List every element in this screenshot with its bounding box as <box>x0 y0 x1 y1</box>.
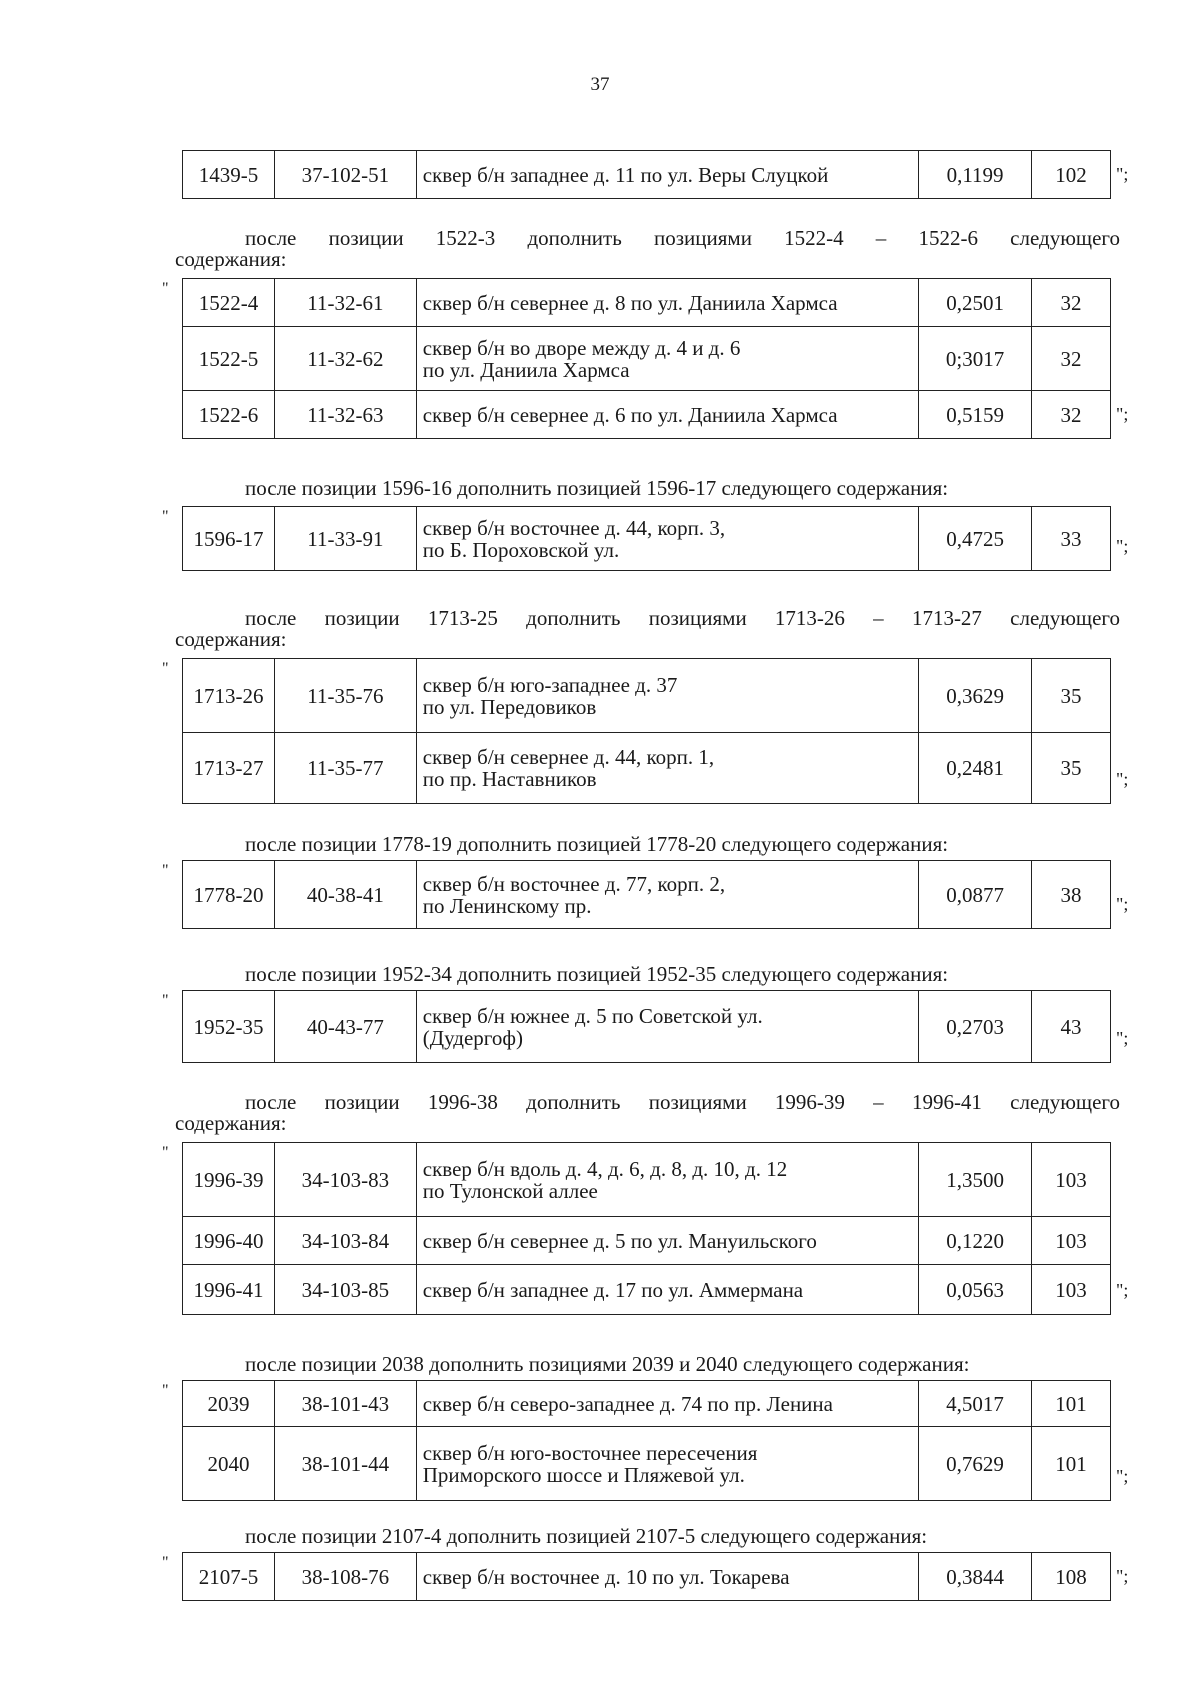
area-hectares: 0,3844 <box>919 1553 1032 1601</box>
amendment-text: после позиции 2107-4 дополнить позицией 2107-5 следующего содержания: <box>245 1524 928 1548</box>
object-code: 11-35-76 <box>274 659 416 733</box>
description-line: по Б. Пороховской ул. <box>422 537 620 562</box>
opening-quote: " <box>162 660 169 677</box>
object-description <box>416 391 918 439</box>
amendment-paragraph <box>175 608 1120 650</box>
district-number: 103 <box>1032 1217 1111 1265</box>
table-row <box>183 733 1111 804</box>
object-description <box>416 1427 918 1501</box>
table-row <box>183 327 1111 391</box>
table-row <box>183 659 1111 733</box>
district-number: 33 <box>1032 507 1111 571</box>
district-number: 101 <box>1032 1381 1111 1427</box>
position-number: 1522-6 <box>183 391 275 439</box>
object-code: 40-43-77 <box>274 991 416 1063</box>
amendment-text: после позиции 1952-34 дополнить позицией 1952-35 следующего содержания: <box>245 962 949 986</box>
table-row <box>183 1143 1111 1217</box>
position-number: 1952-35 <box>183 991 275 1063</box>
description-line: сквер б/н севернее д. 44, корп. 1, <box>422 745 715 769</box>
district-number: 35 <box>1032 659 1111 733</box>
position-number: 1522-4 <box>183 279 275 327</box>
closing-quote: "; <box>1116 164 1129 184</box>
district-number: 32 <box>1032 391 1111 439</box>
district-number: 38 <box>1032 861 1111 929</box>
object-description <box>416 507 918 571</box>
description-line: сквер б/н юго-восточнее пересечения <box>422 1440 758 1465</box>
object-code: 11-32-62 <box>274 327 416 391</box>
positions-table <box>182 506 1111 571</box>
position-number: 1713-27 <box>183 733 275 804</box>
positions-table <box>182 990 1111 1063</box>
description-line: сквер б/н вдоль д. 4, д. 6, д. 8, д. 10, д. 12 <box>422 1156 788 1181</box>
area-hectares: 0,3629 <box>919 659 1032 733</box>
object-description <box>416 1265 918 1315</box>
position-number: 1439-5 <box>183 151 275 199</box>
table-row <box>183 391 1111 439</box>
position-number: 2107-5 <box>183 1553 275 1601</box>
amendment-paragraph <box>175 1092 1120 1134</box>
positions-table <box>182 1142 1111 1315</box>
closing-quote: "; <box>1116 1566 1129 1586</box>
table-row <box>183 279 1111 327</box>
object-description <box>416 1553 918 1601</box>
object-code: 40-38-41 <box>274 861 416 929</box>
area-hectares: 0,1199 <box>919 151 1032 199</box>
area-hectares: 0,2703 <box>919 991 1032 1063</box>
area-hectares: 0,0877 <box>919 861 1032 929</box>
position-number: 1596-17 <box>183 507 275 571</box>
area-hectares: 0,2481 <box>919 733 1032 804</box>
table-row <box>183 507 1111 571</box>
description-line: сквер б/н восточнее д. 44, корп. 3, <box>422 515 726 540</box>
amendment-text: после позиции 1522-3 дополнить позициями 1522-4 – 1522-6 следующего <box>245 226 1120 250</box>
object-code: 38-101-44 <box>274 1427 416 1501</box>
positions-table <box>182 1552 1111 1601</box>
area-hectares: 0,2501 <box>919 279 1032 327</box>
object-description <box>416 279 918 327</box>
district-number: 101 <box>1032 1427 1111 1501</box>
closing-quote: "; <box>1116 404 1129 424</box>
district-number: 103 <box>1032 1265 1111 1315</box>
position-number: 1996-39 <box>183 1143 275 1217</box>
positions-table <box>182 1380 1111 1501</box>
object-description <box>416 1143 918 1217</box>
amendment-paragraph <box>175 1354 1120 1375</box>
positions-table <box>182 150 1111 199</box>
positions-table <box>182 658 1111 804</box>
area-hectares: 0,5159 <box>919 391 1032 439</box>
opening-quote: " <box>162 1382 169 1399</box>
area-hectares: 0;3017 <box>919 327 1032 391</box>
amendment-text: после позиции 1778-19 дополнить позицией 1778-20 следующего содержания: <box>245 832 949 856</box>
amendment-paragraph <box>175 964 1120 985</box>
closing-quote: "; <box>1116 1466 1129 1486</box>
object-code: 11-33-91 <box>274 507 416 571</box>
description-line: Приморского шоссе и Пляжевой ул. <box>422 1462 745 1487</box>
object-description <box>416 659 918 733</box>
object-description <box>416 733 918 804</box>
table-row <box>183 1217 1111 1265</box>
area-hectares: 0,4725 <box>919 507 1032 571</box>
district-number: 103 <box>1032 1143 1111 1217</box>
description-line: сквер б/н севернее д. 5 по ул. Мануильского <box>422 1228 817 1253</box>
position-number: 1778-20 <box>183 861 275 929</box>
object-code: 38-101-43 <box>274 1381 416 1427</box>
description-line: сквер б/н восточнее д. 77, корп. 2, <box>422 871 726 896</box>
district-number: 32 <box>1032 279 1111 327</box>
object-code: 34-103-84 <box>274 1217 416 1265</box>
closing-quote: "; <box>1116 536 1129 556</box>
amendment-paragraph <box>175 834 1120 855</box>
description-line: сквер б/н западнее д. 17 по ул. Аммермана <box>422 1277 804 1302</box>
position-number: 2040 <box>183 1427 275 1501</box>
object-description <box>416 991 918 1063</box>
table-row <box>183 1381 1111 1427</box>
opening-quote: " <box>162 1554 169 1571</box>
table-row <box>183 1265 1111 1315</box>
amendment-paragraph <box>175 1526 1120 1547</box>
description-line: по Ленинскому пр. <box>422 893 592 918</box>
object-code: 11-32-63 <box>274 391 416 439</box>
description-line: сквер б/н северо-западнее д. 74 по пр. Ленина <box>422 1391 833 1416</box>
district-number: 35 <box>1032 733 1111 804</box>
object-description <box>416 327 918 391</box>
district-number: 43 <box>1032 991 1111 1063</box>
position-number: 2039 <box>183 1381 275 1427</box>
description-line: сквер б/н юго-западнее д. 37 <box>422 672 678 697</box>
closing-quote: "; <box>1116 769 1129 789</box>
page-number: 37 <box>590 74 610 95</box>
description-line: сквер б/н во дворе между д. 4 и д. 6 <box>422 335 741 360</box>
area-hectares: 4,5017 <box>919 1381 1032 1427</box>
table-row <box>183 151 1111 199</box>
closing-quote: "; <box>1116 1280 1129 1300</box>
amendment-text: после позиции 1996-38 дополнить позициями 1996-39 – 1996-41 следующего <box>245 1090 1120 1114</box>
description-line: сквер б/н восточнее д. 10 по ул. Токарева <box>422 1564 790 1589</box>
object-code: 11-35-77 <box>274 733 416 804</box>
closing-quote: "; <box>1116 1028 1129 1048</box>
amendment-paragraph <box>175 228 1120 270</box>
object-code: 34-103-83 <box>274 1143 416 1217</box>
district-number: 32 <box>1032 327 1111 391</box>
object-description <box>416 151 918 199</box>
amendment-text: после позиции 1713-25 дополнить позициями 1713-26 – 1713-27 следующего <box>245 606 1120 630</box>
description-line: сквер б/н севернее д. 8 по ул. Даниила Хармса <box>422 290 838 315</box>
description-line: по пр. Наставников <box>422 767 597 791</box>
opening-quote: " <box>162 280 169 297</box>
object-description <box>416 861 918 929</box>
object-code: 38-108-76 <box>274 1553 416 1601</box>
district-number: 102 <box>1032 151 1111 199</box>
closing-quote: "; <box>1116 894 1129 914</box>
object-code: 37-102-51 <box>274 151 416 199</box>
description-line: (Дудергоф) <box>422 1025 523 1050</box>
table-row <box>183 1553 1111 1601</box>
area-hectares: 0,1220 <box>919 1217 1032 1265</box>
object-code: 34-103-85 <box>274 1265 416 1315</box>
description-line: сквер б/н западнее д. 11 по ул. Веры Слуцкой <box>422 162 829 187</box>
object-description <box>416 1381 918 1427</box>
table-row <box>183 991 1111 1063</box>
amendment-text-continued: содержания: <box>175 627 287 651</box>
description-line: сквер б/н южнее д. 5 по Советской ул. <box>422 1003 763 1028</box>
position-number: 1996-41 <box>183 1265 275 1315</box>
position-number: 1996-40 <box>183 1217 275 1265</box>
table-row <box>183 861 1111 929</box>
area-hectares: 1,3500 <box>919 1143 1032 1217</box>
object-description <box>416 1217 918 1265</box>
positions-table <box>182 860 1111 929</box>
amendment-text: после позиции 1596-16 дополнить позицией 1596-17 следующего содержания: <box>245 476 949 500</box>
description-line: сквер б/н севернее д. 6 по ул. Даниила Хармса <box>422 402 838 427</box>
amendment-text-continued: содержания: <box>175 1111 287 1135</box>
description-line: по ул. Даниила Хармса <box>422 357 630 382</box>
area-hectares: 0,0563 <box>919 1265 1032 1315</box>
district-number: 108 <box>1032 1553 1111 1601</box>
area-hectares: 0,7629 <box>919 1427 1032 1501</box>
position-number: 1522-5 <box>183 327 275 391</box>
position-number: 1713-26 <box>183 659 275 733</box>
opening-quote: " <box>162 862 169 879</box>
description-line: по ул. Передовиков <box>422 694 597 719</box>
table-row <box>183 1427 1111 1501</box>
opening-quote: " <box>162 1144 169 1161</box>
positions-table <box>182 278 1111 439</box>
opening-quote: " <box>162 992 169 1009</box>
opening-quote: " <box>162 508 169 525</box>
amendment-text-continued: содержания: <box>175 247 287 271</box>
object-code: 11-32-61 <box>274 279 416 327</box>
amendment-text: после позиции 2038 дополнить позициями 2039 и 2040 следующего содержания: <box>245 1352 970 1376</box>
description-line: по Тулонской аллее <box>422 1178 598 1203</box>
amendment-paragraph <box>175 478 1120 499</box>
